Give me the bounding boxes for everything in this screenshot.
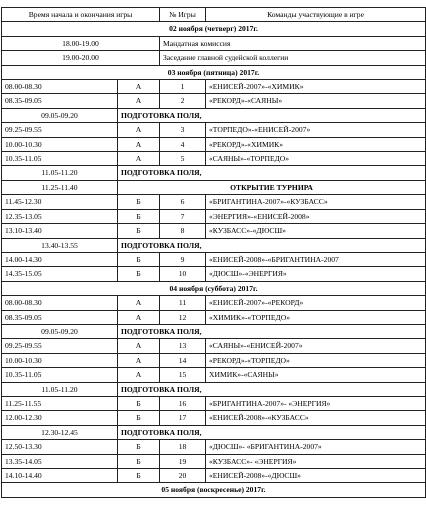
break-row xyxy=(2,108,426,122)
break-row xyxy=(2,238,426,252)
break-row xyxy=(2,382,426,396)
break-time: 11.25-11.40 xyxy=(2,180,118,194)
game-group: Б xyxy=(118,252,160,266)
header-time: Время начала и окончания игры xyxy=(2,8,160,22)
game-row xyxy=(2,440,426,454)
game-time: 10.00-10.30 xyxy=(2,137,118,151)
game-row xyxy=(2,353,426,367)
game-number: 6 xyxy=(160,195,206,209)
game-group: А xyxy=(118,152,160,166)
game-teams: «ТОРПЕДО»-«ЕНИСЕЙ-2007» xyxy=(206,123,426,137)
game-time: 10.35-11.05 xyxy=(2,368,118,382)
break-row xyxy=(2,166,426,180)
game-number: 19 xyxy=(160,454,206,468)
game-teams: «ЕНИСЕЙ-2007»-«РЕКОРД» xyxy=(206,296,426,310)
game-number: 11 xyxy=(160,296,206,310)
game-group: А xyxy=(118,339,160,353)
game-time: 10.35-11.05 xyxy=(2,152,118,166)
break-time: 11.05-11.20 xyxy=(2,382,118,396)
break-time: 13.40-13.55 xyxy=(2,238,118,252)
game-row xyxy=(2,252,426,266)
game-group: А xyxy=(118,368,160,382)
game-number: 9 xyxy=(160,252,206,266)
game-teams: «РЕКОРД»-«ХИМИК» xyxy=(206,137,426,151)
break-description: ОТКРЫТИЕ ТУРНИРА xyxy=(118,180,426,194)
game-teams: «ЕНИСЕЙ-2008»-«БРИГАНТИНА-2007 xyxy=(206,252,426,266)
game-group: А xyxy=(118,296,160,310)
event-row xyxy=(2,51,426,65)
game-row xyxy=(2,339,426,353)
game-row xyxy=(2,454,426,468)
game-group: Б xyxy=(118,224,160,238)
game-time: 12.35-13.05 xyxy=(2,209,118,223)
game-group: Б xyxy=(118,440,160,454)
break-description: ПОДГОТОВКА ПОЛЯ, xyxy=(118,238,426,252)
game-teams: «САЯНЫ»-«ТОРПЕДО» xyxy=(206,152,426,166)
game-row xyxy=(2,469,426,483)
break-description: ПОДГОТОВКА ПОЛЯ, xyxy=(118,166,426,180)
game-time: 11.45-12.30 xyxy=(2,195,118,209)
game-number: 7 xyxy=(160,209,206,223)
game-teams: ХИМИК»-«САЯНЫ» xyxy=(206,368,426,382)
game-teams: «КУЗБАСС»-«ДЮСШ» xyxy=(206,224,426,238)
game-time: 14.35-15.05 xyxy=(2,267,118,281)
game-number: 13 xyxy=(160,339,206,353)
game-number: 15 xyxy=(160,368,206,382)
game-group: Б xyxy=(118,209,160,223)
game-number: 10 xyxy=(160,267,206,281)
game-row xyxy=(2,368,426,382)
break-row xyxy=(2,180,426,194)
break-time: 12.30-12.45 xyxy=(2,425,118,439)
game-number: 1 xyxy=(160,80,206,94)
game-time: 11.25-11.55 xyxy=(2,396,118,410)
break-time: 11.05-11.20 xyxy=(2,166,118,180)
game-teams: «ХИМИК»-«ТОРПЕДО» xyxy=(206,310,426,324)
game-time: 14.10-14.40 xyxy=(2,469,118,483)
game-time: 09.25-09.55 xyxy=(2,339,118,353)
game-time: 08.35-09.05 xyxy=(2,310,118,324)
game-time: 08.00-08.30 xyxy=(2,296,118,310)
game-teams: «САЯНЫ»-«ЕНИСЕЙ-2007» xyxy=(206,339,426,353)
game-number: 3 xyxy=(160,123,206,137)
day-heading: 05 ноября (воскресенье) 2017г. xyxy=(2,483,426,497)
game-row xyxy=(2,224,426,238)
game-row xyxy=(2,310,426,324)
game-teams: «РЕКОРД»-«ТОРПЕДО» xyxy=(206,353,426,367)
header-game-number: № Игры xyxy=(160,8,206,22)
day-heading: 03 ноября (пятница) 2017г. xyxy=(2,65,426,79)
day-heading: 04 ноября (суббота) 2017г. xyxy=(2,281,426,295)
game-number: 17 xyxy=(160,411,206,425)
game-number: 20 xyxy=(160,469,206,483)
game-group: А xyxy=(118,353,160,367)
break-time: 09.05-09.20 xyxy=(2,324,118,338)
game-group: Б xyxy=(118,454,160,468)
game-row xyxy=(2,80,426,94)
schedule-table xyxy=(1,7,426,498)
break-description: ПОДГОТОВКА ПОЛЯ, xyxy=(118,108,426,122)
game-teams: «ДЮСШ»- «БРИГАНТИНА-2007» xyxy=(206,440,426,454)
event-time: 18.00-19.00 xyxy=(2,36,160,50)
game-time: 08.00-08.30 xyxy=(2,80,118,94)
game-teams: «ЕНИСЕЙ-2008»-«КУЗБАСС» xyxy=(206,411,426,425)
break-row xyxy=(2,425,426,439)
break-description: ПОДГОТОВКА ПОЛЯ, xyxy=(118,324,426,338)
game-group: Б xyxy=(118,267,160,281)
game-row xyxy=(2,267,426,281)
game-number: 2 xyxy=(160,94,206,108)
header-row xyxy=(2,8,426,22)
game-number: 5 xyxy=(160,152,206,166)
game-row xyxy=(2,123,426,137)
game-time: 10.00-10.30 xyxy=(2,353,118,367)
game-time: 08.35-09.05 xyxy=(2,94,118,108)
day-section-row xyxy=(2,281,426,295)
header-teams: Команды участвующие в игре xyxy=(206,8,426,22)
game-number: 12 xyxy=(160,310,206,324)
game-number: 16 xyxy=(160,396,206,410)
break-time: 09.05-09.20 xyxy=(2,108,118,122)
game-group: А xyxy=(118,137,160,151)
game-group: А xyxy=(118,94,160,108)
game-group: Б xyxy=(118,396,160,410)
game-row xyxy=(2,94,426,108)
game-row xyxy=(2,296,426,310)
game-row xyxy=(2,137,426,151)
break-row xyxy=(2,324,426,338)
game-teams: «КУЗБАСС»- «ЭНЕРГИЯ» xyxy=(206,454,426,468)
game-number: 4 xyxy=(160,137,206,151)
game-teams: «БРИГАНТИНА-2007»- «ЭНЕРГИЯ» xyxy=(206,396,426,410)
game-row xyxy=(2,195,426,209)
game-row xyxy=(2,396,426,410)
game-row xyxy=(2,209,426,223)
game-number: 8 xyxy=(160,224,206,238)
day-section-row xyxy=(2,65,426,79)
event-row xyxy=(2,36,426,50)
game-group: Б xyxy=(118,195,160,209)
game-row xyxy=(2,411,426,425)
break-description: ПОДГОТОВКА ПОЛЯ, xyxy=(118,425,426,439)
game-time: 13.10-13.40 xyxy=(2,224,118,238)
event-description: Заседание главной судейской коллегии xyxy=(160,51,426,65)
game-group: А xyxy=(118,123,160,137)
break-description: ПОДГОТОВКА ПОЛЯ, xyxy=(118,382,426,396)
game-time: 09.25-09.55 xyxy=(2,123,118,137)
game-group: Б xyxy=(118,469,160,483)
game-teams: «ЭНЕРГИЯ»-«ЕНИСЕЙ-2008» xyxy=(206,209,426,223)
game-row xyxy=(2,152,426,166)
game-number: 14 xyxy=(160,353,206,367)
game-time: 12.50-13.30 xyxy=(2,440,118,454)
event-description: Мандатная комиссия xyxy=(160,36,426,50)
game-group: А xyxy=(118,80,160,94)
day-section-row xyxy=(2,22,426,36)
game-teams: «ЕНИСЕЙ-2008»-«ДЮСШ» xyxy=(206,469,426,483)
day-section-row xyxy=(2,483,426,497)
game-number: 18 xyxy=(160,440,206,454)
game-teams: «БРИГАНТИНА-2007»-«КУЗБАСС» xyxy=(206,195,426,209)
game-group: Б xyxy=(118,411,160,425)
game-group: А xyxy=(118,310,160,324)
game-teams: «РЕКОРД»-«САЯНЫ» xyxy=(206,94,426,108)
game-time: 12.00-12.30 xyxy=(2,411,118,425)
event-time: 19.00-20.00 xyxy=(2,51,160,65)
schedule-body xyxy=(2,22,426,497)
game-time: 13.35-14.05 xyxy=(2,454,118,468)
game-teams: «ЕНИСЕЙ-2007»-«ХИМИК» xyxy=(206,80,426,94)
day-heading: 02 ноября (четверг) 2017г. xyxy=(2,22,426,36)
game-time: 14.00-14.30 xyxy=(2,252,118,266)
game-teams: «ДЮСШ»-«ЭНЕРГИЯ» xyxy=(206,267,426,281)
